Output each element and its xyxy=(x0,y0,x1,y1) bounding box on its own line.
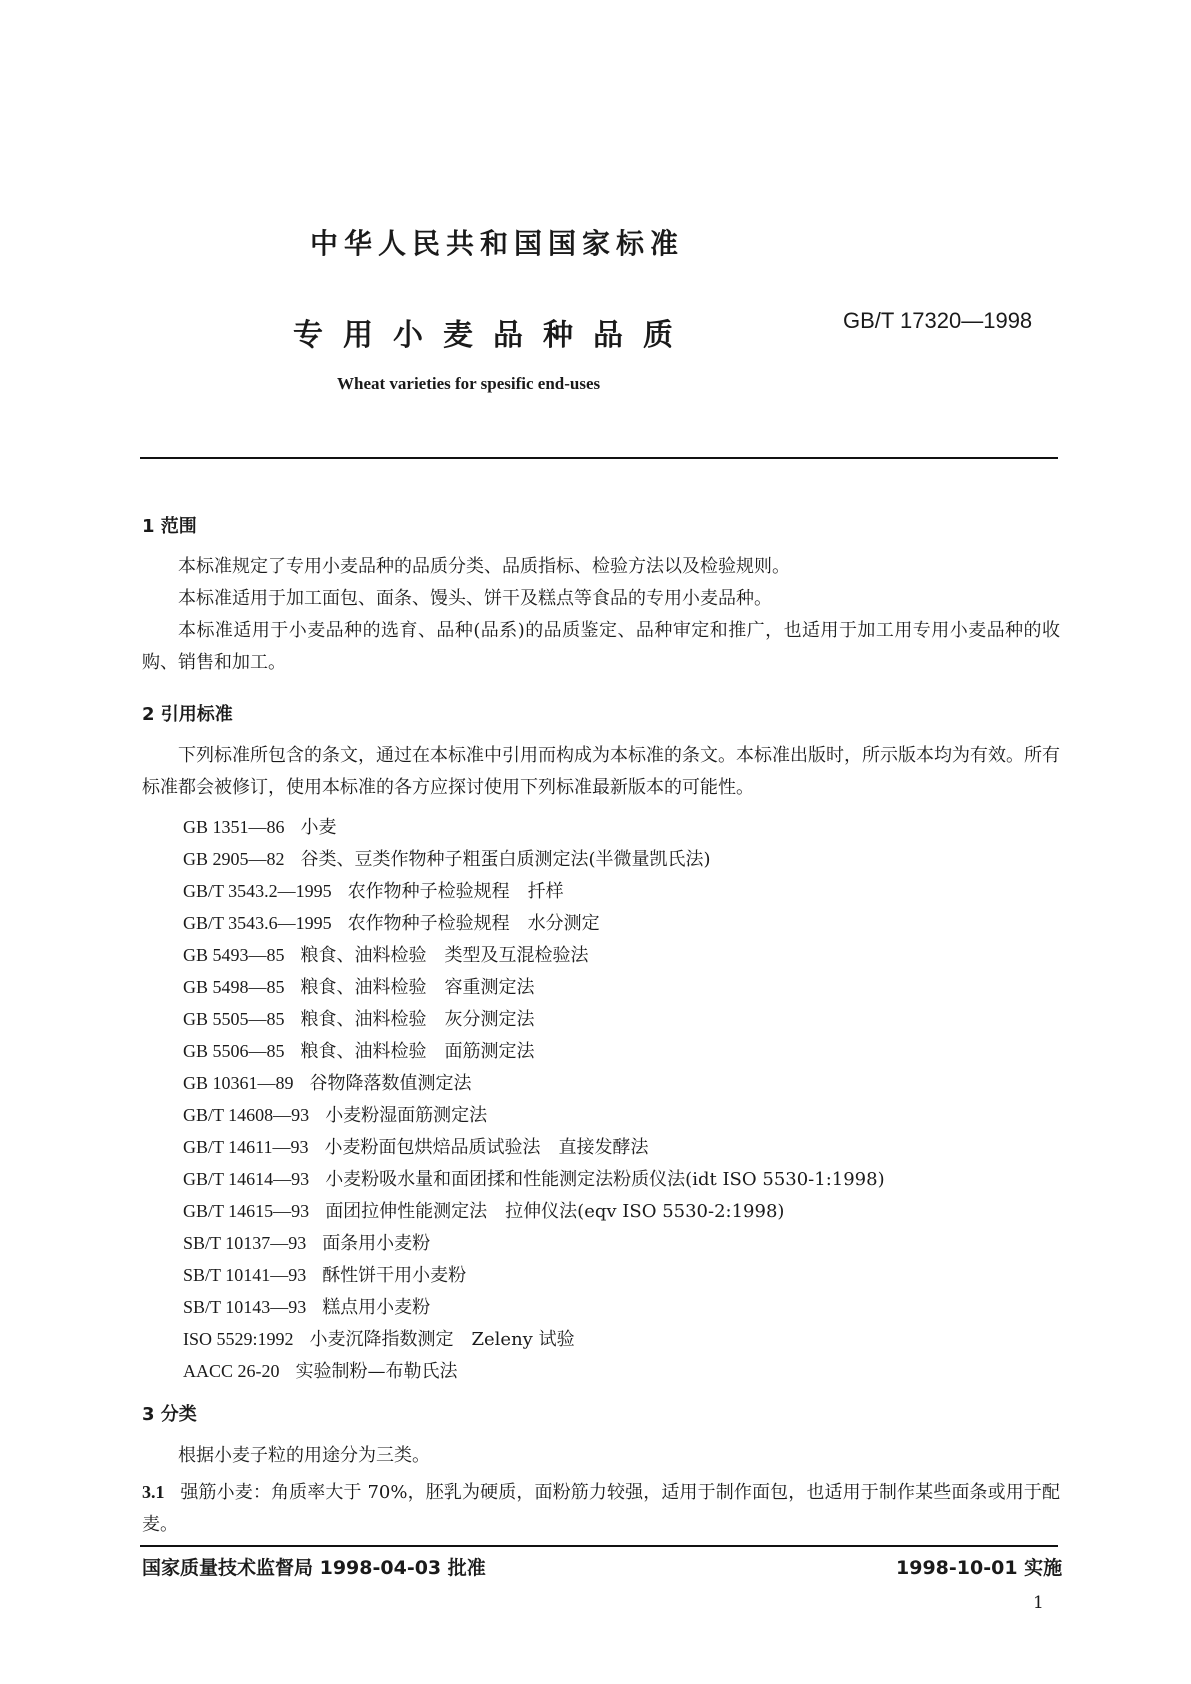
reference-item xyxy=(183,1229,430,1255)
reference-code: GB/T 3543.2—1995 xyxy=(183,881,332,901)
reference-item xyxy=(183,1261,466,1287)
section-3-paragraph: 根据小麦子粒的用途分为三类。 xyxy=(178,1445,430,1466)
reference-name: 谷物降落数值测定法 xyxy=(309,1073,472,1094)
reference-code: AACC 26-20 xyxy=(183,1361,280,1381)
reference-item xyxy=(183,1197,784,1223)
header-divider xyxy=(140,457,1058,459)
standard-code: GB/T 17320—1998 xyxy=(843,308,1033,333)
reference-item xyxy=(183,877,564,903)
reference-item xyxy=(183,845,711,871)
reference-item xyxy=(183,1101,487,1127)
reference-name: 小麦粉吸水量和面团揉和性能测定法粉质仪法(idt ISO 5530-1:1998) xyxy=(325,1169,885,1190)
reference-name: 粮食、油料检验 类型及互混检验法 xyxy=(300,945,589,966)
reference-code: GB/T 14614—93 xyxy=(183,1169,310,1189)
section-1-heading: 1 范围 xyxy=(142,516,197,537)
reference-code: ISO 5529:1992 xyxy=(183,1329,294,1349)
reference-name: 小麦 xyxy=(300,817,337,838)
reference-name: 农作物种子检验规程 扦样 xyxy=(347,881,564,902)
reference-name: 谷类、豆类作物种子粗蛋白质测定法(半微量凯氏法) xyxy=(300,849,711,870)
reference-name: 面团拉伸性能测定法 拉伸仪法(eqv ISO 5530-2:1998) xyxy=(325,1201,785,1222)
reference-name: 农作物种子检验规程 水分测定 xyxy=(347,913,600,934)
reference-item xyxy=(183,941,589,967)
reference-item xyxy=(183,813,337,839)
clause-3-1-number: 3.1 xyxy=(142,1482,165,1502)
reference-code: SB/T 10137—93 xyxy=(183,1233,307,1253)
reference-name: 酥性饼干用小麦粉 xyxy=(322,1265,467,1286)
section-2-heading: 2 引用标准 xyxy=(142,704,233,725)
reference-code: GB 5506—85 xyxy=(183,1041,285,1061)
section-1-paragraph-2: 本标准适用于加工面包、面条、馒头、饼干及糕点等食品的专用小麦品种。 xyxy=(178,588,772,609)
reference-item xyxy=(183,1069,472,1095)
reference-code: GB 5493—85 xyxy=(183,945,285,965)
reference-code: GB/T 14608—93 xyxy=(183,1105,310,1125)
reference-item xyxy=(183,1133,649,1159)
reference-name: 粮食、油料检验 面筋测定法 xyxy=(300,1041,535,1062)
reference-name: 糕点用小麦粉 xyxy=(322,1297,431,1318)
reference-code: GB/T 14615—93 xyxy=(183,1201,310,1221)
section-1-paragraph-3: 本标准适用于小麦品种的选育、品种(品系)的品质鉴定、品种审定和推广，也适用于加工用专用小麦品种的收购、销售和加工。 xyxy=(142,620,1060,673)
reference-item xyxy=(183,1165,885,1191)
clause-3-1-text: 强筋小麦：角质率大于 70%，胚乳为硬质，面粉筋力较强，适用于制作面包，也适用于制作某些面条或用于配麦。 xyxy=(142,1482,1060,1535)
reference-item xyxy=(183,909,600,935)
english-title: Wheat varieties for spesific end-uses xyxy=(337,374,601,393)
page-number: 1 xyxy=(1033,1593,1044,1613)
reference-name: 小麦粉面包烘焙品质试验法 直接发酵法 xyxy=(324,1137,649,1158)
reference-code: SB/T 10141—93 xyxy=(183,1265,307,1285)
reference-item xyxy=(183,1293,430,1319)
section-1-paragraph-1: 本标准规定了专用小麦品种的品质分类、品质指标、检验方法以及检验规则。 xyxy=(178,556,790,577)
approval-info: 国家质量技术监督局 1998-04-03 批准 xyxy=(142,1557,486,1579)
reference-name: 粮食、油料检验 容重测定法 xyxy=(300,977,535,998)
reference-name: 粮食、油料检验 灰分测定法 xyxy=(300,1009,535,1030)
reference-code: GB 2905—82 xyxy=(183,849,285,869)
reference-code: GB 5498—85 xyxy=(183,977,285,997)
implementation-date: 1998-10-01 实施 xyxy=(896,1557,1063,1579)
reference-name: 小麦粉湿面筋测定法 xyxy=(325,1105,488,1126)
reference-code: GB 5505—85 xyxy=(183,1009,285,1029)
section-2-intro: 下列标准所包含的条文，通过在本标准中引用而构成为本标准的条文。本标准出版时，所示版本均为有效。所有标准都会被修订，使用本标准的各方应探讨使用下列标准最新版本的可能性。 xyxy=(142,745,1060,798)
reference-code: GB 10361—89 xyxy=(183,1073,294,1093)
reference-item xyxy=(183,973,535,999)
clause-3-1 xyxy=(142,1476,1060,1541)
reference-item xyxy=(183,1037,535,1063)
reference-item xyxy=(183,1325,575,1351)
footer-divider xyxy=(140,1545,1058,1547)
reference-code: GB/T 14611—93 xyxy=(183,1137,309,1157)
reference-name: 实验制粉—布勒氏法 xyxy=(295,1361,458,1382)
document-title: 专用小麦品种品质 xyxy=(293,318,693,353)
national-standard-title: 中华人民共和国国家标准 xyxy=(310,227,685,260)
reference-name: 小麦沉降指数测定 Zeleny 试验 xyxy=(309,1329,575,1350)
reference-code: GB/T 3543.6—1995 xyxy=(183,913,332,933)
reference-item xyxy=(183,1357,458,1383)
reference-code: GB 1351—86 xyxy=(183,817,285,837)
reference-code: SB/T 10143—93 xyxy=(183,1297,307,1317)
reference-item xyxy=(183,1005,535,1031)
reference-name: 面条用小麦粉 xyxy=(322,1233,431,1254)
section-3-heading: 3 分类 xyxy=(142,1404,197,1425)
